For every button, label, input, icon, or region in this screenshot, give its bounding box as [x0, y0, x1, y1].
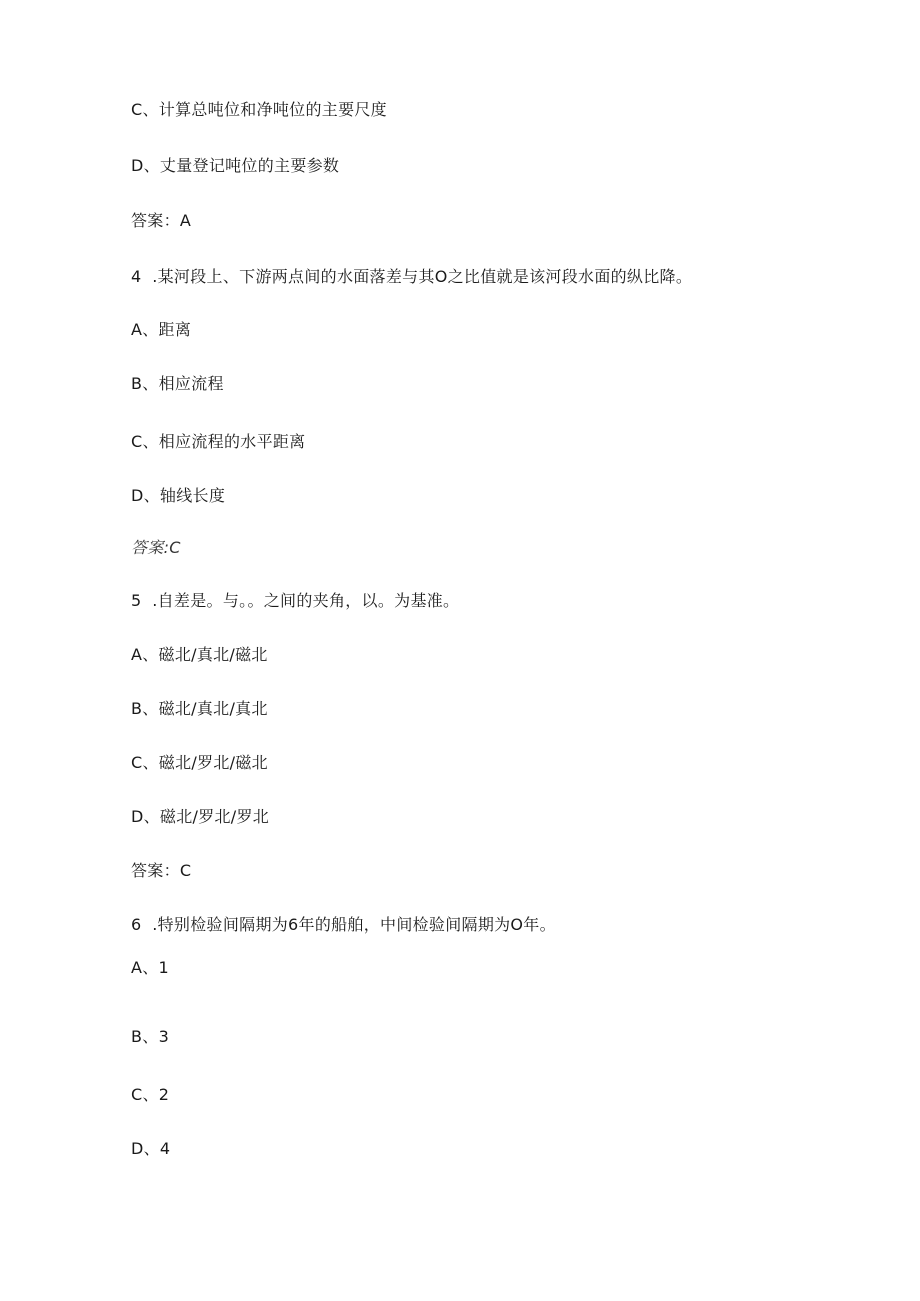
option-c-q6: C、2 — [131, 1085, 170, 1104]
option-c-q4: C、相应流程的水平距离 — [131, 432, 306, 451]
question-4: 4 .某河段上、下游两点间的水面落差与其O之比值就是该河段水面的纵比降。 — [131, 267, 693, 286]
option-d-q6: D、4 — [131, 1139, 171, 1158]
option-d-q3: D、丈量登记吨位的主要参数 — [131, 156, 340, 175]
option-b-q4: B、相应流程 — [131, 374, 224, 393]
option-c-q5: C、磁北/罗北/磁北 — [131, 753, 268, 772]
option-c-q3: C、计算总吨位和净吨位的主要尺度 — [131, 100, 387, 119]
question-6: 6 .特别检验间隔期为6年的船舶，中间检验间隔期为O年。 — [131, 915, 556, 934]
option-a-q4: A、距离 — [131, 320, 192, 339]
option-a-q6: A、1 — [131, 958, 170, 977]
option-a-q5: A、磁北/真北/磁北 — [131, 645, 268, 664]
option-b-q5: B、磁北/真北/真北 — [131, 699, 268, 718]
answer-q3: 答案：A — [131, 211, 192, 230]
option-b-q6: B、3 — [131, 1027, 170, 1046]
answer-q4: 答案:C — [131, 538, 181, 557]
question-5: 5 .自差是。与。。之间的夹角，以。为基准。 — [131, 591, 460, 610]
option-d-q4: D、轴线长度 — [131, 486, 226, 505]
option-d-q5: D、磁北/罗北/罗北 — [131, 807, 270, 826]
answer-q5: 答案：C — [131, 861, 192, 880]
